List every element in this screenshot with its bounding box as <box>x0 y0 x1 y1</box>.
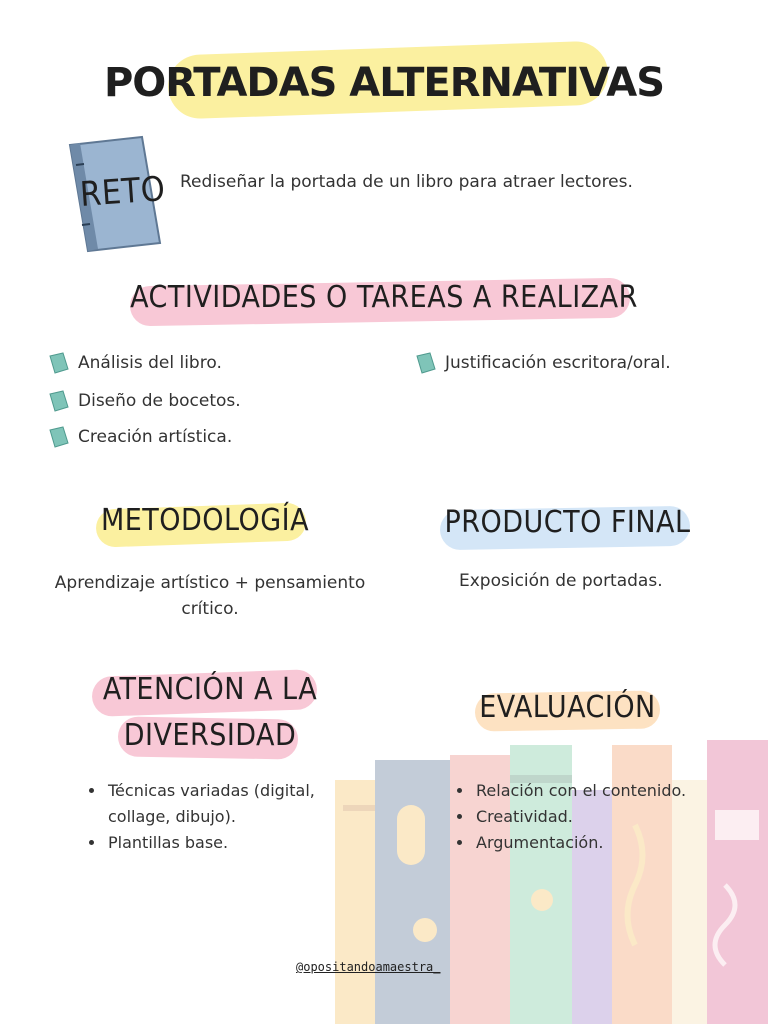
atencion-heading-line1: ATENCIÓN A LA <box>102 672 318 707</box>
activity-text: Análisis del libro. <box>78 353 222 373</box>
metodologia-heading: METODOLOGÍA <box>100 503 310 538</box>
book-bullet-icon <box>415 352 437 374</box>
reto-text: Rediseñar la portada de un libro para atraer lectores. <box>180 172 633 192</box>
atencion-heading-line2: DIVERSIDAD <box>123 718 297 753</box>
activity-text: Diseño de bocetos. <box>78 391 241 411</box>
list-item <box>48 426 232 448</box>
list-item <box>415 352 671 374</box>
list-item: • Relación con el contenido. <box>474 778 754 804</box>
list-item <box>48 390 241 412</box>
author-handle: @opositandoamaestra_ <box>296 960 441 974</box>
evaluacion-heading: EVALUACIÓN <box>479 690 656 725</box>
page-title: PORTADAS ALTERNATIVAS <box>103 60 665 106</box>
list-item: • Técnicas variadas (digital, collage, dibujo). <box>106 778 366 830</box>
evaluacion-list <box>452 778 754 856</box>
book-bullet-icon <box>48 390 70 412</box>
atencion-list <box>84 778 366 856</box>
list-item: • Creatividad. <box>474 804 754 830</box>
book-bullet-icon <box>48 426 70 448</box>
producto-final-heading: PRODUCTO FINAL <box>444 505 691 540</box>
book-bullet-icon <box>48 352 70 374</box>
producto-final-text: Exposición de portadas. <box>459 571 663 591</box>
list-item: • Plantillas base. <box>106 830 366 856</box>
activity-text: Creación artística. <box>78 427 233 447</box>
metodologia-text: Aprendizaje artístico + pensamiento crítico. <box>54 573 366 619</box>
reto-label: RETO <box>78 169 167 215</box>
list-item: • Argumentación. <box>474 830 754 856</box>
list-item <box>48 352 222 374</box>
actividades-heading: ACTIVIDADES O TAREAS A REALIZAR <box>130 280 638 315</box>
activity-text: Justificación escritora/oral. <box>445 353 671 373</box>
